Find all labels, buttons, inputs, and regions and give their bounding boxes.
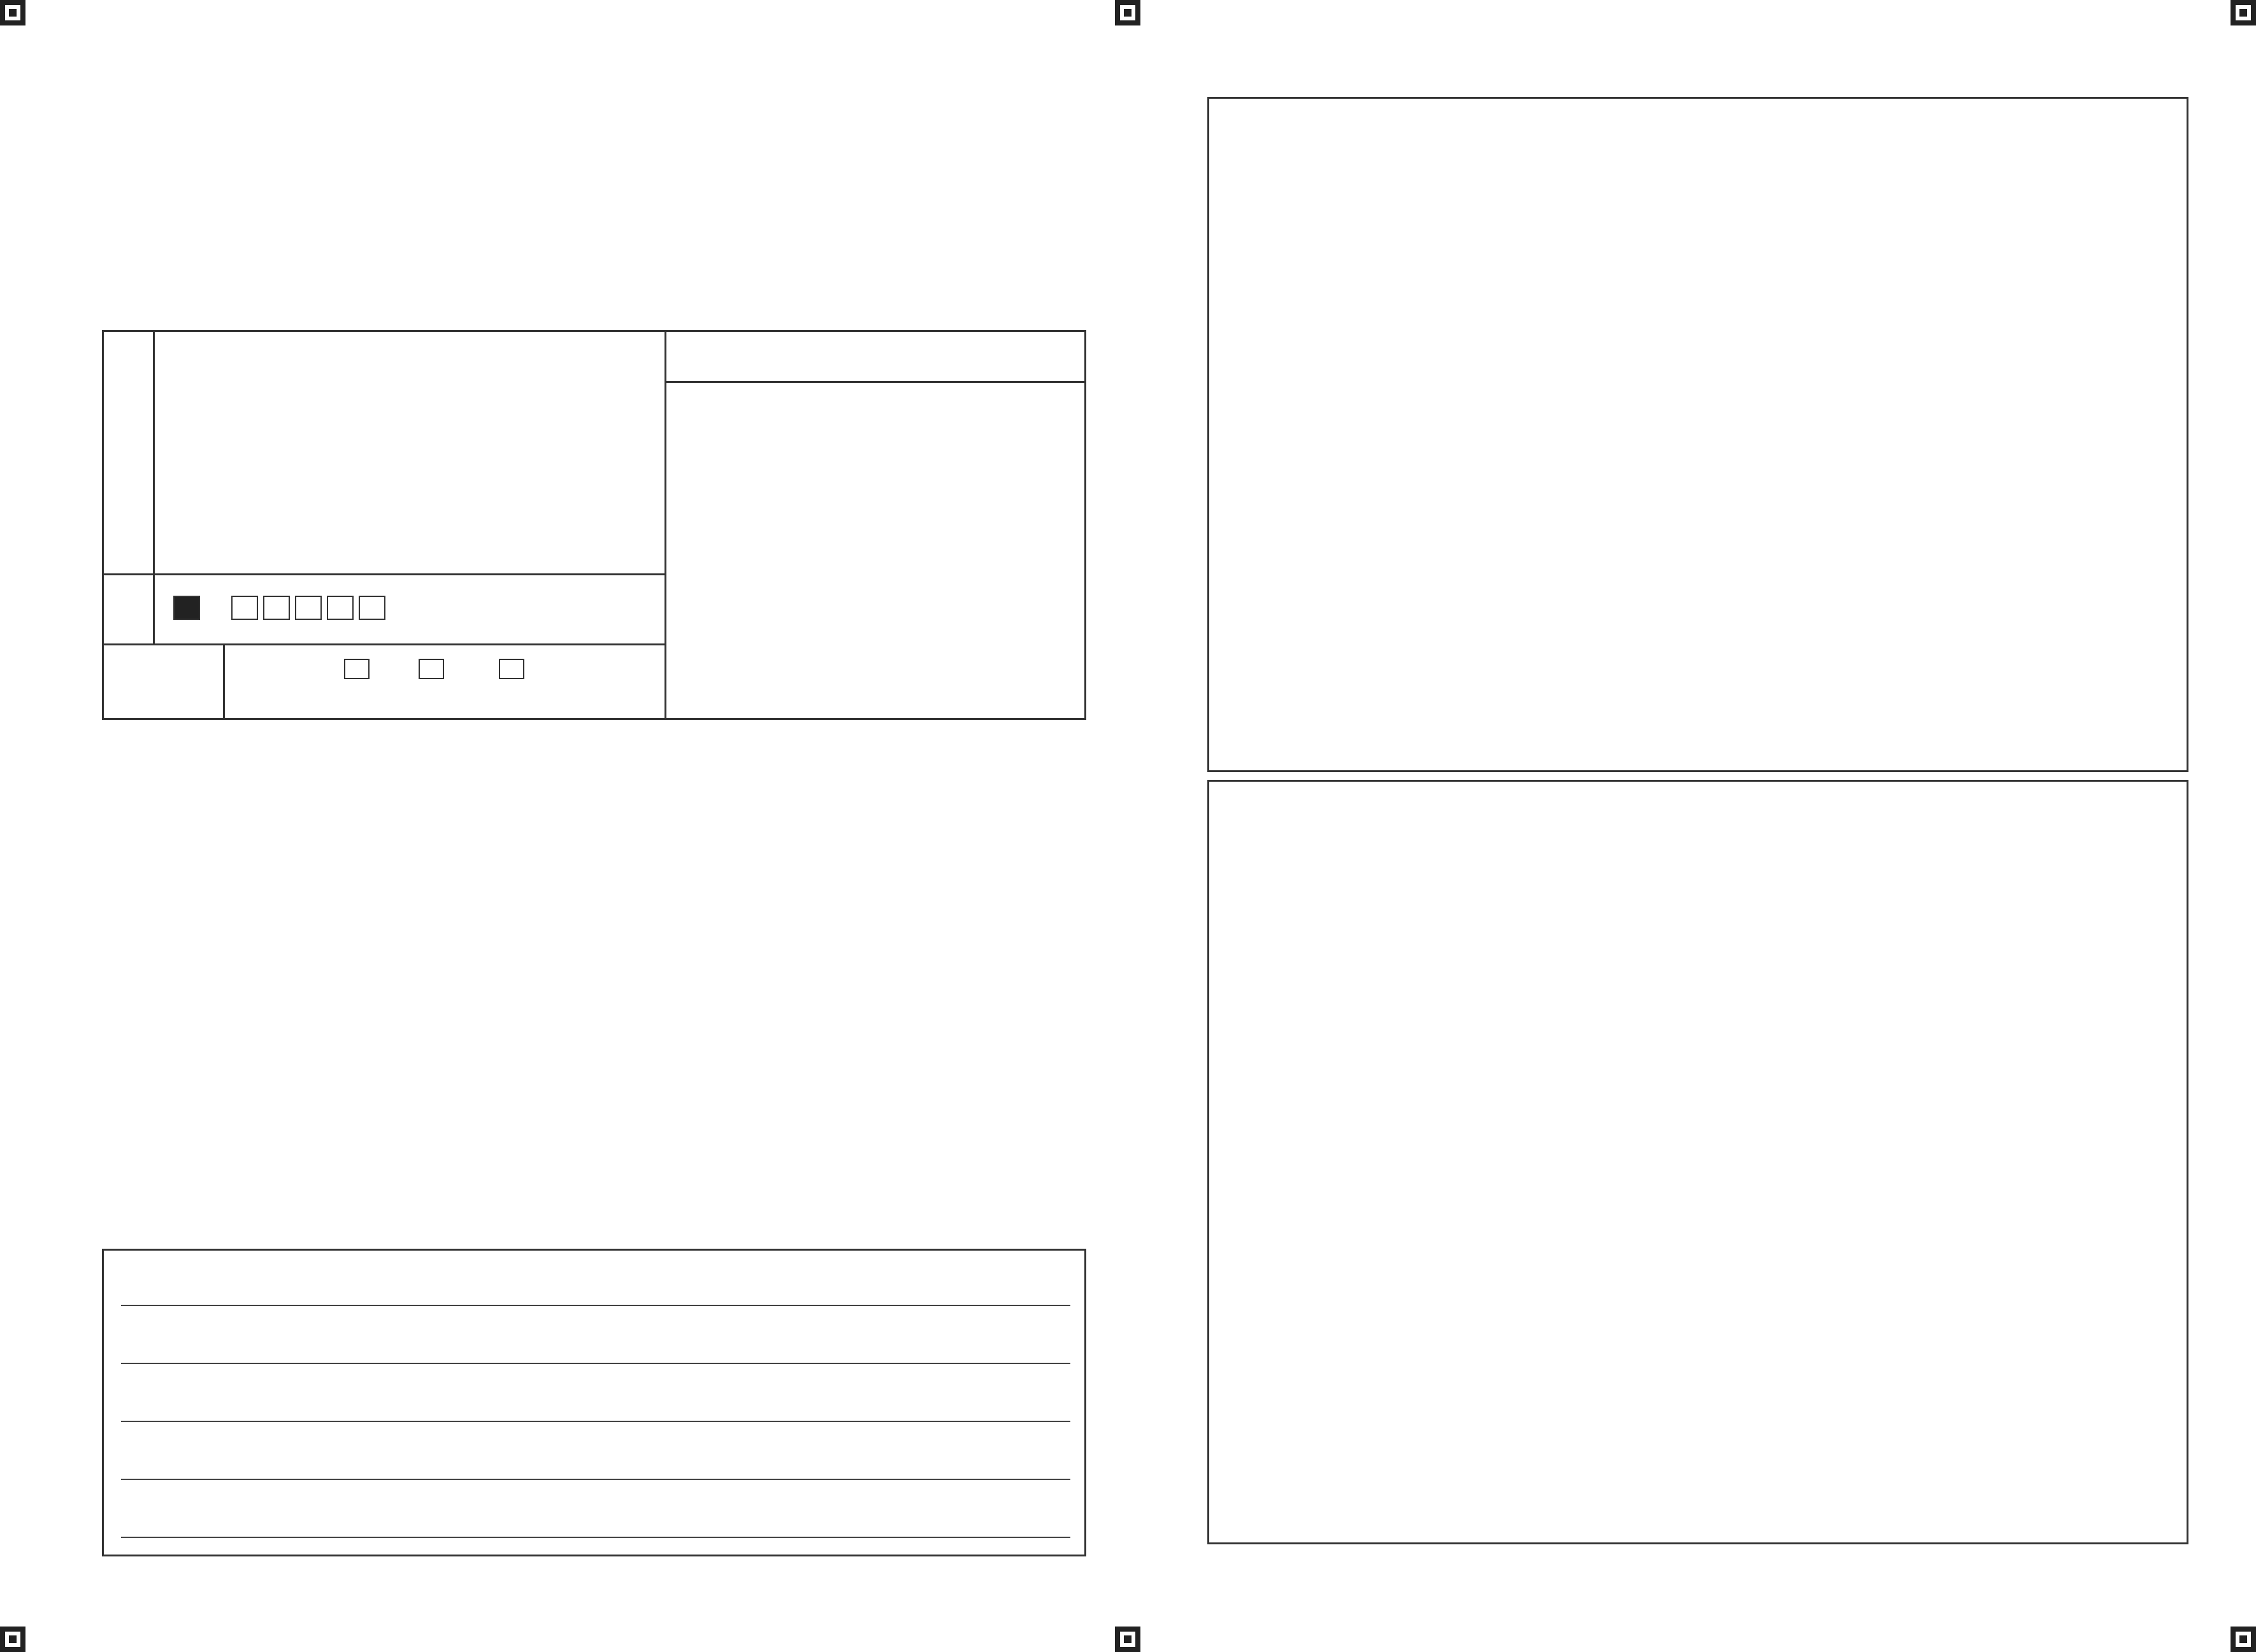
question2-answer-box bbox=[1207, 780, 2188, 1544]
corner-mark-top-center bbox=[1115, 0, 1140, 25]
forbidden-violation[interactable] bbox=[483, 655, 540, 679]
forbidden-cheat-checkbox[interactable] bbox=[419, 659, 444, 679]
corner-mark-bottom-center bbox=[1115, 1627, 1140, 1652]
fill-line-4 bbox=[121, 1479, 1070, 1480]
info-box bbox=[102, 330, 1086, 720]
corner-mark-bottom-left bbox=[0, 1627, 25, 1652]
fill-line-2 bbox=[121, 1363, 1070, 1364]
correct-fill-sample bbox=[173, 596, 200, 620]
corner-mark-top-right bbox=[2231, 0, 2256, 25]
forbidden-absent[interactable] bbox=[328, 655, 385, 679]
fill-line-5 bbox=[121, 1537, 1070, 1538]
corner-mark-top-left bbox=[0, 0, 25, 25]
wrong-sample-dash bbox=[295, 596, 322, 620]
fill-samples bbox=[171, 594, 388, 620]
wrong-sample-circle bbox=[327, 596, 354, 620]
fill-line-3 bbox=[121, 1421, 1070, 1422]
forbidden-violation-checkbox[interactable] bbox=[499, 659, 524, 679]
fill-blank-box bbox=[102, 1249, 1086, 1556]
forbidden-absent-checkbox[interactable] bbox=[344, 659, 370, 679]
fill-line-1 bbox=[121, 1305, 1070, 1306]
corner-mark-bottom-right bbox=[2231, 1627, 2256, 1652]
wrong-sample-check bbox=[231, 596, 258, 620]
forbidden-cheat[interactable] bbox=[403, 655, 460, 679]
wrong-sample-dot bbox=[359, 596, 385, 620]
wrong-sample-bar bbox=[263, 596, 290, 620]
question1-answer-box bbox=[1207, 97, 2188, 772]
